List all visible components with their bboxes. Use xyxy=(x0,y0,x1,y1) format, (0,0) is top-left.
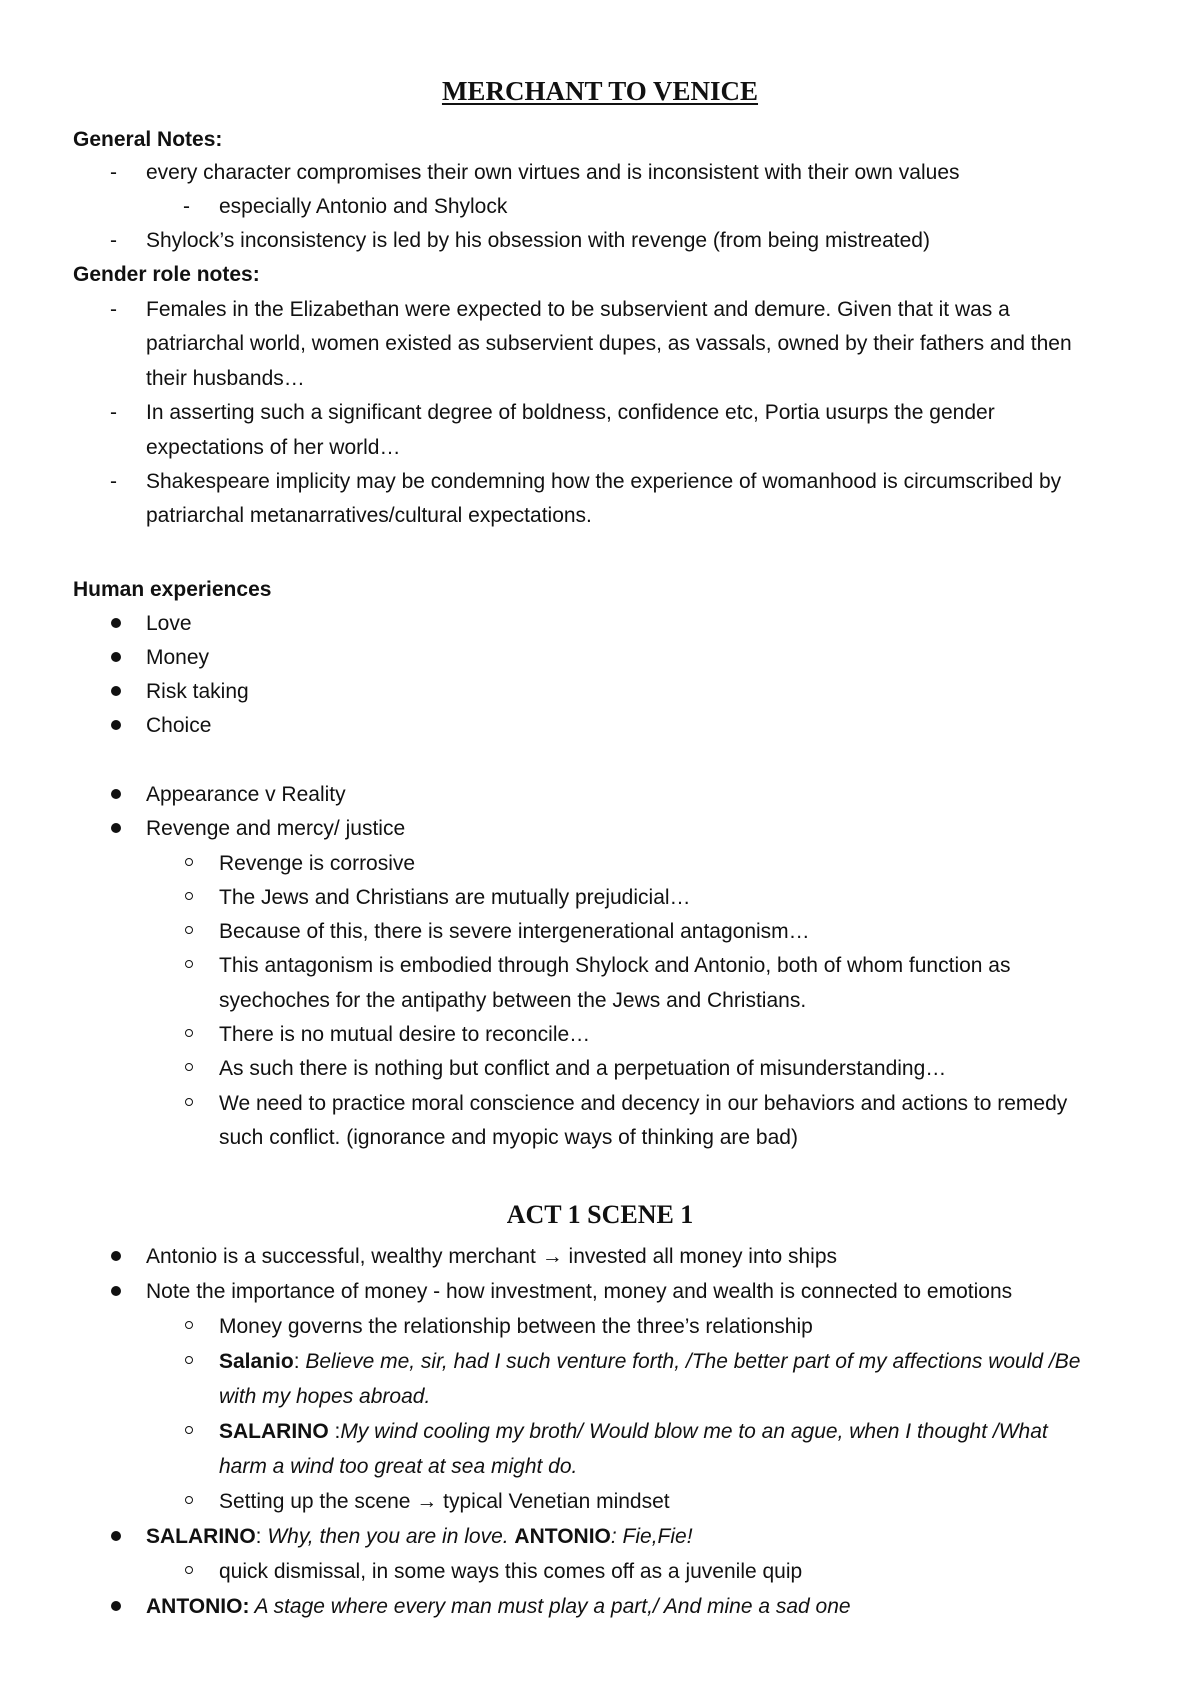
gender-note-3-line-2: patriarchal metanarratives/cultural expectations. xyxy=(146,504,592,527)
bullet-icon xyxy=(111,1251,121,1261)
revenge-subpoint: Because of this, there is severe intergenerational antagonism… xyxy=(219,920,810,943)
dash-marker: - xyxy=(110,161,117,184)
sub-bullet-icon xyxy=(185,1063,193,1071)
bullet-icon xyxy=(111,1601,121,1611)
speaker-colon: : xyxy=(255,1525,268,1548)
gender-note-2-line-2: expectations of her world… xyxy=(146,436,401,459)
speaker-colon: : xyxy=(328,1420,341,1443)
gender-notes-heading: Gender role notes: xyxy=(73,263,260,286)
experience-item: Love xyxy=(146,612,192,635)
general-note-2: Shylock’s inconsistency is led by his obsession with revenge (from being mistreated) xyxy=(146,229,930,252)
quote-salarino xyxy=(219,1419,1048,1445)
revenge-subpoint: We need to practice moral conscience and decency in our behaviors and actions to remedy xyxy=(219,1092,1068,1115)
gender-note-1-line-3: their husbands… xyxy=(146,367,305,390)
speaker-name: ANTONIO xyxy=(514,1525,611,1548)
sub-bullet-icon xyxy=(185,858,193,866)
dash-marker: - xyxy=(183,195,190,218)
speaker-colon: : xyxy=(610,1525,623,1548)
quote-salanio xyxy=(219,1349,1080,1375)
gender-note-1-line-2: patriarchal world, women existed as subservient dupes, as vassals, owned by their fathers and then xyxy=(146,332,1072,355)
bullet-icon xyxy=(111,1531,121,1541)
speaker-name: ANTONIO: xyxy=(146,1595,250,1618)
sub-bullet-icon xyxy=(185,1496,193,1504)
bullet-icon xyxy=(111,686,121,696)
revenge-subpoint-continued: syechoches for the antipathy between the Jews and Christians. xyxy=(219,989,807,1012)
quote-text: Why, then you are in love. xyxy=(267,1525,515,1548)
revenge-subpoint: There is no mutual desire to reconcile… xyxy=(219,1023,591,1046)
sub-bullet-icon xyxy=(185,926,193,934)
act-point: Note the importance of money - how investment, money and wealth is connected to emotions xyxy=(146,1280,1013,1303)
experience-item: Revenge and mercy/ justice xyxy=(146,817,406,840)
gender-note-1-line-1: Females in the Elizabethan were expected to be subservient and demure. Given that it was a xyxy=(146,298,1010,321)
act-subpoint: quick dismissal, in some ways this comes off as a juvenile quip xyxy=(219,1560,803,1583)
revenge-subpoint: The Jews and Christians are mutually prejudicial… xyxy=(219,886,691,909)
bullet-icon xyxy=(111,789,121,799)
act-point: Antonio is a successful, wealthy merchant → invested all money into ships xyxy=(146,1245,838,1268)
revenge-subpoint: As such there is nothing but conflict and a perpetuation of misunderstanding… xyxy=(219,1057,947,1080)
bullet-icon xyxy=(111,652,121,662)
quote-text: A stage where every man must play a part,/ And mine a sad one xyxy=(249,1595,851,1618)
sub-bullet-icon xyxy=(185,892,193,900)
bullet-icon xyxy=(111,1286,121,1296)
general-note-1-sub: especially Antonio and Shylock xyxy=(219,195,508,218)
document-title: MERCHANT TO VENICE xyxy=(441,76,759,106)
experience-item: Money xyxy=(146,646,210,669)
gender-note-2-line-1: In asserting such a significant degree of boldness, confidence etc, Portia usurps the gender xyxy=(146,401,995,424)
gender-note-3-line-1: Shakespeare implicity may be condemning how the experience of womanhood is circumscribed by xyxy=(146,470,1062,493)
quote-continued: harm a wind too great at sea might do. xyxy=(219,1455,578,1478)
act-subpoint: Money governs the relationship between the three’s relationship xyxy=(219,1315,813,1338)
quote-exchange xyxy=(146,1524,693,1550)
quote-antonio xyxy=(146,1594,851,1620)
general-note-1: every character compromises their own virtues and is inconsistent with their own values xyxy=(146,161,960,184)
sub-bullet-icon xyxy=(185,1098,193,1106)
quote-text: Believe me, sir, had I such venture forth, /The better part of my affections would /Be xyxy=(305,1350,1081,1373)
sub-bullet-icon xyxy=(185,1029,193,1037)
speaker-colon: : xyxy=(293,1350,306,1373)
quote-text: Fie,Fie! xyxy=(622,1525,693,1548)
bullet-icon xyxy=(111,823,121,833)
act-heading: ACT 1 SCENE 1 xyxy=(506,1200,694,1229)
human-experiences-heading: Human experiences xyxy=(73,578,272,601)
dash-marker: - xyxy=(110,298,117,321)
quote-continued: with my hopes abroad. xyxy=(219,1385,431,1408)
revenge-subpoint-continued: such conflict. (ignorance and myopic ways of thinking are bad) xyxy=(219,1126,798,1149)
sub-bullet-icon xyxy=(185,960,193,968)
speaker-name: SALARINO xyxy=(146,1525,256,1548)
revenge-subpoint: Revenge is corrosive xyxy=(219,852,416,875)
sub-bullet-icon xyxy=(185,1356,193,1364)
experience-item: Choice xyxy=(146,714,212,737)
dash-marker: - xyxy=(110,470,117,493)
bullet-icon xyxy=(111,618,121,628)
speaker-name: SALARINO xyxy=(219,1420,329,1443)
sub-bullet-icon xyxy=(185,1426,193,1434)
bullet-icon xyxy=(111,720,121,730)
sub-bullet-icon xyxy=(185,1321,193,1329)
experience-item: Risk taking xyxy=(146,680,249,703)
revenge-subpoint: This antagonism is embodied through Shylock and Antonio, both of whom function as xyxy=(219,954,1011,977)
quote-text: My wind cooling my broth/ Would blow me to an ague, when I thought /What xyxy=(340,1420,1048,1443)
general-notes-heading: General Notes: xyxy=(73,128,223,151)
dash-marker: - xyxy=(110,401,117,424)
act-subpoint: Setting up the scene → typical Venetian mindset xyxy=(219,1490,670,1513)
speaker-name: Salanio xyxy=(219,1350,294,1373)
experience-item: Appearance v Reality xyxy=(146,783,346,806)
sub-bullet-icon xyxy=(185,1566,193,1574)
dash-marker: - xyxy=(110,229,117,252)
